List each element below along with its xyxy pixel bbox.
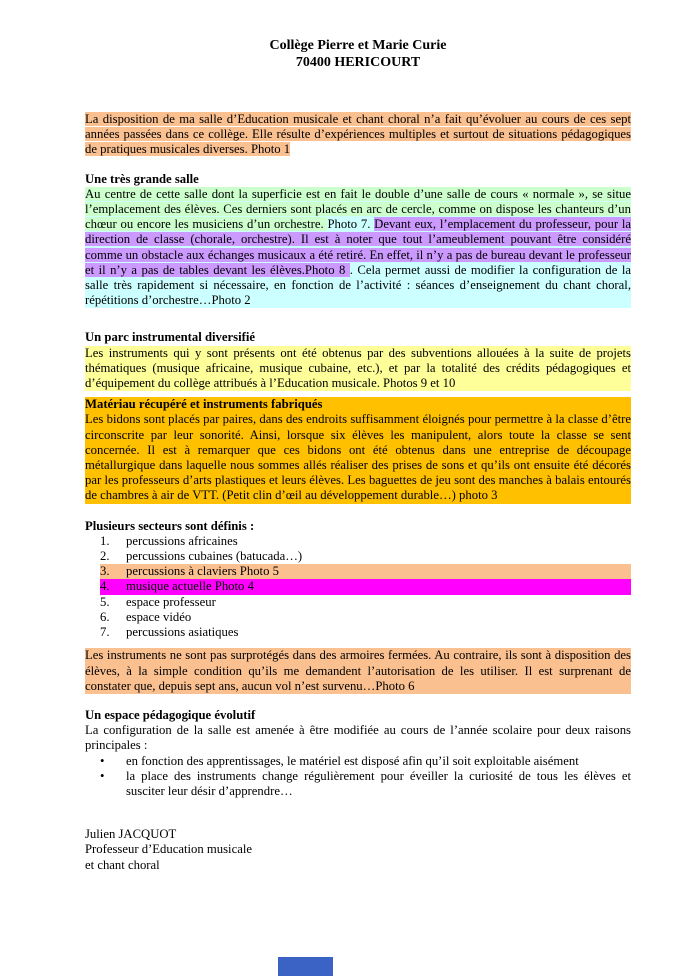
list-number: 6. xyxy=(100,609,110,624)
heading-evolutif: Un espace pédagogique évolutif xyxy=(85,707,256,722)
list-item-label: percussions à claviers Photo 5 xyxy=(126,564,279,579)
evolutif-bullets xyxy=(85,754,631,800)
school-name: Collège Pierre et Marie Curie xyxy=(269,38,447,53)
bullet-item xyxy=(100,754,631,769)
heading-parc-instrumental: Un parc instrumental diversifié xyxy=(85,330,255,345)
list-number: 3. xyxy=(100,564,110,579)
segment-purple: Devant eux, l’emplacement du professeur, pour la direction de classe (chorale, orchestre). Il est à noter que tout l’ameublement pouvant être considéré comme un obstacle aux échanges musicaux a été retiré. En effet, il n’y a pas de bureau devant le professeur et il n’y a pas de tables devant les élèves.Photo 8 xyxy=(85,217,631,277)
signature-block xyxy=(85,827,631,873)
list-number: 2. xyxy=(100,549,110,564)
signature-role: Professeur d’Education musicale xyxy=(85,842,253,857)
bullet-icon: • xyxy=(100,753,105,768)
list-item-label: musique actuelle Photo 4 xyxy=(126,579,254,594)
intro-paragraph xyxy=(85,112,631,158)
list-item-highlighted-magenta xyxy=(100,579,631,594)
list-number: 5. xyxy=(100,594,110,609)
bullet-icon: • xyxy=(100,768,105,783)
heading-materiau: Matériau récupéré et instruments fabriqués xyxy=(85,397,323,412)
signature-role-2: et chant choral xyxy=(85,857,160,872)
evolutif-intro: La configuration de la salle est amenée à être modifiée au cours de l’année scolaire pour deux raisons principales : xyxy=(85,723,631,753)
list-item-highlighted-orange xyxy=(100,564,631,579)
secteurs-list xyxy=(85,534,631,640)
list-number: 7. xyxy=(100,625,110,640)
list-item xyxy=(100,610,631,625)
signature-name: Julien JACQUOT xyxy=(85,827,177,842)
heading-grande-salle: Une très grande salle xyxy=(85,171,199,186)
list-item-label: espace professeur xyxy=(126,594,216,609)
list-item-label: percussions africaines xyxy=(126,533,238,548)
page-marker xyxy=(278,957,333,976)
bullet-text: en fonction des apprentissages, le matériel est disposé afin qu’il soit exploitable aisément xyxy=(126,753,579,768)
list-item-label: espace vidéo xyxy=(126,609,192,624)
rangement-paragraph: Les instruments ne sont pas surprotégés dans des armoires fermées. Au contraire, ils sont à disposition des élèves, à la simple condition qu’ils me demandent l’autorisation de les utiliser. Il est surprenant de constater que, depuis sept ans, aucun vol n’est survenu…Photo 6 xyxy=(85,648,631,693)
heading-secteurs: Plusieurs secteurs sont définis : xyxy=(85,518,255,533)
school-address: 70400 HERICOURT xyxy=(295,54,421,70)
list-item-label: percussions asiatiques xyxy=(126,625,239,640)
parc-paragraph: Les instruments qui y sont présents ont été obtenus par des subventions allouées à la suite de projets thématiques (musique africaine, musique cubaine, etc.), et par la totalité des crédits pédagogiques et d’équipement du collège attribués à l’Education musicale. Photos 9 et 10 xyxy=(85,345,631,391)
list-item xyxy=(100,625,631,640)
segment-cyan-photo7: Photo 7. xyxy=(327,217,375,232)
bullet-item xyxy=(100,769,631,799)
segment-green: Au centre de cette salle dont la superficie est en fait le double d’une salle de cours « normale », se situe l’emplacement des élèves. Ces derniers sont placés en arc de cercle, comme on dispose les chanteurs d’un chœur ou encore les musiciens d’un orchestre. xyxy=(85,186,631,232)
list-item xyxy=(100,549,631,564)
intro-highlight-orange: La disposition de ma salle d’Education musicale et chant choral n’a fait qu’évoluer au cours de ces sept années passées dans ce collège. Elle résulte d’expériences multiples et surtout de situations pédagogiques de pratiques musicales diverses. Photo 1 xyxy=(85,112,631,157)
list-item xyxy=(100,534,631,549)
list-number: 1. xyxy=(100,533,110,548)
materiau-block xyxy=(85,397,631,503)
list-item xyxy=(100,595,631,610)
document-title xyxy=(85,38,631,71)
list-item-label: percussions cubaines (batucada…) xyxy=(126,549,303,564)
materiau-paragraph: Les bidons sont placés par paires, dans des endroits suffisamment éloignés pour permettre à la classe d’être circonscrite par leur sonorité. Ainsi, lorsque six élèves les manipulent, alors toute la classe se sent concernée. Il est à remarquer que ces bidons ont été obtenus dans une entreprise de découpage métallurgique dans laquelle nous sommes allés réaliser des prises de sons et qu’ils ont ensuite été décorés par les professeurs d’arts plastiques et leurs élèves. Les baguettes de jeu sont des manches à balais entourés de chambres à air de VTT. (Petit clin d’œil au développement durable…) photo 3 xyxy=(85,412,631,503)
segment-cyan-suite: . Cela permet aussi de modifier la configuration de la salle très rapidement si nécessaire, en fonction de l’activité : séances d’enseignement du chant choral, répétitions d’orchestre…Photo 2 xyxy=(85,262,631,308)
bullet-text: la place des instruments change régulièrement pour éveiller la curiosité de tous les élèves et susciter leur désir d’apprendre… xyxy=(126,768,631,798)
list-number: 4. xyxy=(100,579,110,594)
grande-salle-paragraph xyxy=(85,187,631,309)
